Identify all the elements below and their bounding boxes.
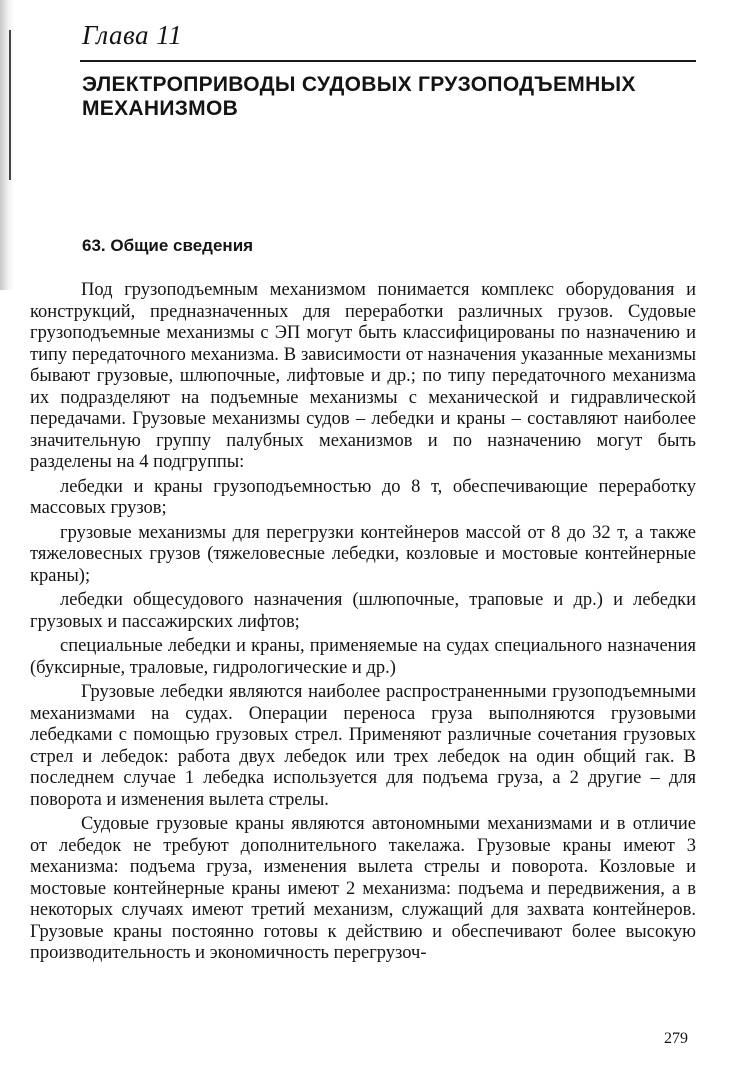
paragraph-cargo-cranes: Судовые грузовые краны являются автономными механизмами и в отличие от лебедок не требуют дополнительного такелажа. Грузовые краны имеют 3 механизма: подъема груза, изменения вылета стрелы и поворота. Козловые и мостовые контейнерные краны имеют 2 механизма: подъема и передвижения, а в некоторых случаях имеют третий механизм, служащий для захвата контейнеров. Грузовые краны постоянно готовы к действию и обеспечивают более высокую производительность и экономичность перегрузоч- xyxy=(30,814,696,963)
list-item-subgroup-3: лебедки общесудового назначения (шлюпочные, траповые и др.) и лебедки грузовых и пассажирских лифтов; xyxy=(30,590,696,632)
body-text xyxy=(30,280,696,968)
list-item-subgroup-4: специальные лебедки и краны, применяемые на судах специального назначения (буксирные, траловые, гидрологические и др.) xyxy=(30,636,696,678)
chapter-title: ЭЛЕКТРОПРИВОДЫ СУДОВЫХ ГРУЗОПОДЪЕМНЫХ МЕХАНИЗМОВ xyxy=(82,73,636,120)
binding-shadow xyxy=(0,0,14,290)
list-item-subgroup-1: лебедки и краны грузоподъемностью до 8 т, обеспечивающие переработку массовых грузов; xyxy=(30,476,696,518)
list-item-subgroup-2: грузовые механизмы для перегрузки контейнеров массой от 8 до 32 т, а также тяжеловесных грузов (тяжеловесные лебедки, козловые и мостовые контейнерные краны); xyxy=(30,522,696,586)
paragraph-intro: Под грузоподъемным механизмом понимается комплекс оборудования и конструкций, предназначенных для переработки различных грузов. Судовые грузоподъемные механизмы с ЭП могут быть классифицированы по назначению и типу передаточного механизма. В зависимости от назначения указанные механизмы бывают грузовые, шлюпочные, лифтовые и др.; по типу передаточного механизма их подразделяют на подъемные механизмы с механической и гидравлической передачами. Грузовые механизмы судов – лебедки и краны – составляют наиболее значительную группу палубных механизмов и по назначению могут быть разделены на 4 подгруппы: xyxy=(30,280,696,472)
chapter-rule xyxy=(80,60,696,62)
chapter-label: Глава 11 xyxy=(82,20,183,50)
page-number: 279 xyxy=(664,1030,688,1047)
binding-edge-line xyxy=(9,30,11,180)
paragraph-cargo-winches: Грузовые лебедки являются наиболее распространенными грузоподъемными механизмами на судах. Операции переноса груза выполняются грузовыми лебедками с помощью грузовых стрел. Применяют различные сочетания грузовых стрел и лебедок: работа двух лебедок или трех лебедок на один общий гак. В последнем случае 1 лебедка используется для подъема груза, а 2 другие – для поворота и изменения вылета стрелы. xyxy=(30,682,696,810)
section-heading: 63. Общие сведения xyxy=(82,236,254,255)
